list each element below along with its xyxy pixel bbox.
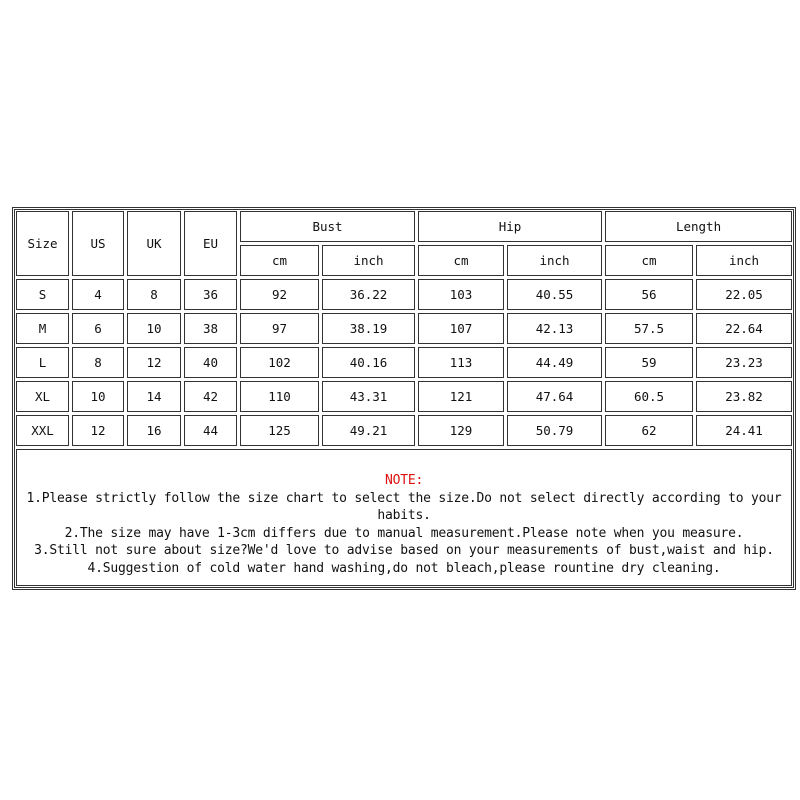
cell-size: S <box>16 279 69 310</box>
header-row-1 <box>16 211 792 242</box>
cell-length-inch: 22.05 <box>696 279 792 310</box>
header-uk: UK <box>127 211 181 276</box>
cell-bust-cm: 102 <box>240 347 319 378</box>
header-eu: EU <box>184 211 237 276</box>
note-title: NOTE: <box>384 473 424 488</box>
cell-eu: 36 <box>184 279 237 310</box>
cell-hip-cm: 113 <box>418 347 504 378</box>
cell-us: 10 <box>72 381 124 412</box>
header-us: US <box>72 211 124 276</box>
cell-us: 6 <box>72 313 124 344</box>
header-hip: Hip <box>418 211 602 242</box>
cell-size: L <box>16 347 69 378</box>
header-hip-inch: inch <box>507 245 602 276</box>
cell-size: XL <box>16 381 69 412</box>
cell-length-cm: 56 <box>605 279 693 310</box>
cell-bust-inch: 36.22 <box>322 279 415 310</box>
note-line-1: 1.Please strictly follow the size chart to select the size.Do not select directly according to your habits. <box>26 490 782 523</box>
header-length-inch: inch <box>696 245 792 276</box>
cell-length-inch: 23.23 <box>696 347 792 378</box>
cell-length-inch: 24.41 <box>696 415 792 446</box>
cell-bust-cm: 125 <box>240 415 319 446</box>
cell-uk: 14 <box>127 381 181 412</box>
cell-hip-cm: 121 <box>418 381 504 412</box>
cell-hip-cm: 103 <box>418 279 504 310</box>
header-bust-inch: inch <box>322 245 415 276</box>
table-row <box>16 313 792 344</box>
cell-bust-cm: 92 <box>240 279 319 310</box>
note-row <box>16 449 792 586</box>
cell-uk: 16 <box>127 415 181 446</box>
size-chart-table <box>12 207 796 590</box>
cell-length-cm: 57.5 <box>605 313 693 344</box>
cell-us: 8 <box>72 347 124 378</box>
cell-length-cm: 59 <box>605 347 693 378</box>
cell-eu: 40 <box>184 347 237 378</box>
cell-us: 4 <box>72 279 124 310</box>
cell-hip-cm: 129 <box>418 415 504 446</box>
header-bust-cm: cm <box>240 245 319 276</box>
cell-size: M <box>16 313 69 344</box>
note-line-3: 3.Still not sure about size?We'd love to advise based on your measurements of bust,waist and hip. <box>34 543 774 558</box>
table-row <box>16 347 792 378</box>
cell-eu: 44 <box>184 415 237 446</box>
cell-bust-inch: 43.31 <box>322 381 415 412</box>
header-length: Length <box>605 211 792 242</box>
note-line-4: 4.Suggestion of cold water hand washing,do not bleach,please rountine dry cleaning. <box>87 560 721 576</box>
table-row <box>16 381 792 412</box>
cell-bust-inch: 38.19 <box>322 313 415 344</box>
header-hip-cm: cm <box>418 245 504 276</box>
cell-hip-inch: 47.64 <box>507 381 602 412</box>
cell-hip-cm: 107 <box>418 313 504 344</box>
cell-uk: 12 <box>127 347 181 378</box>
cell-length-cm: 60.5 <box>605 381 693 412</box>
cell-bust-cm: 110 <box>240 381 319 412</box>
header-bust: Bust <box>240 211 415 242</box>
header-size: Size <box>16 211 69 276</box>
table-row <box>16 415 792 446</box>
note-cell <box>16 449 792 586</box>
size-rows <box>16 279 792 446</box>
cell-hip-inch: 42.13 <box>507 313 602 344</box>
cell-bust-cm: 97 <box>240 313 319 344</box>
cell-eu: 42 <box>184 381 237 412</box>
cell-uk: 10 <box>127 313 181 344</box>
cell-uk: 8 <box>127 279 181 310</box>
note-line-2: 2.The size may have 1-3cm differs due to manual measurement.Please note when you measure. <box>64 525 744 541</box>
cell-length-inch: 22.64 <box>696 313 792 344</box>
cell-eu: 38 <box>184 313 237 344</box>
cell-bust-inch: 40.16 <box>322 347 415 378</box>
cell-us: 12 <box>72 415 124 446</box>
table-row <box>16 279 792 310</box>
cell-length-inch: 23.82 <box>696 381 792 412</box>
cell-hip-inch: 44.49 <box>507 347 602 378</box>
cell-length-cm: 62 <box>605 415 693 446</box>
cell-hip-inch: 50.79 <box>507 415 602 446</box>
cell-bust-inch: 49.21 <box>322 415 415 446</box>
cell-hip-inch: 40.55 <box>507 279 602 310</box>
header-length-cm: cm <box>605 245 693 276</box>
cell-size: XXL <box>16 415 69 446</box>
